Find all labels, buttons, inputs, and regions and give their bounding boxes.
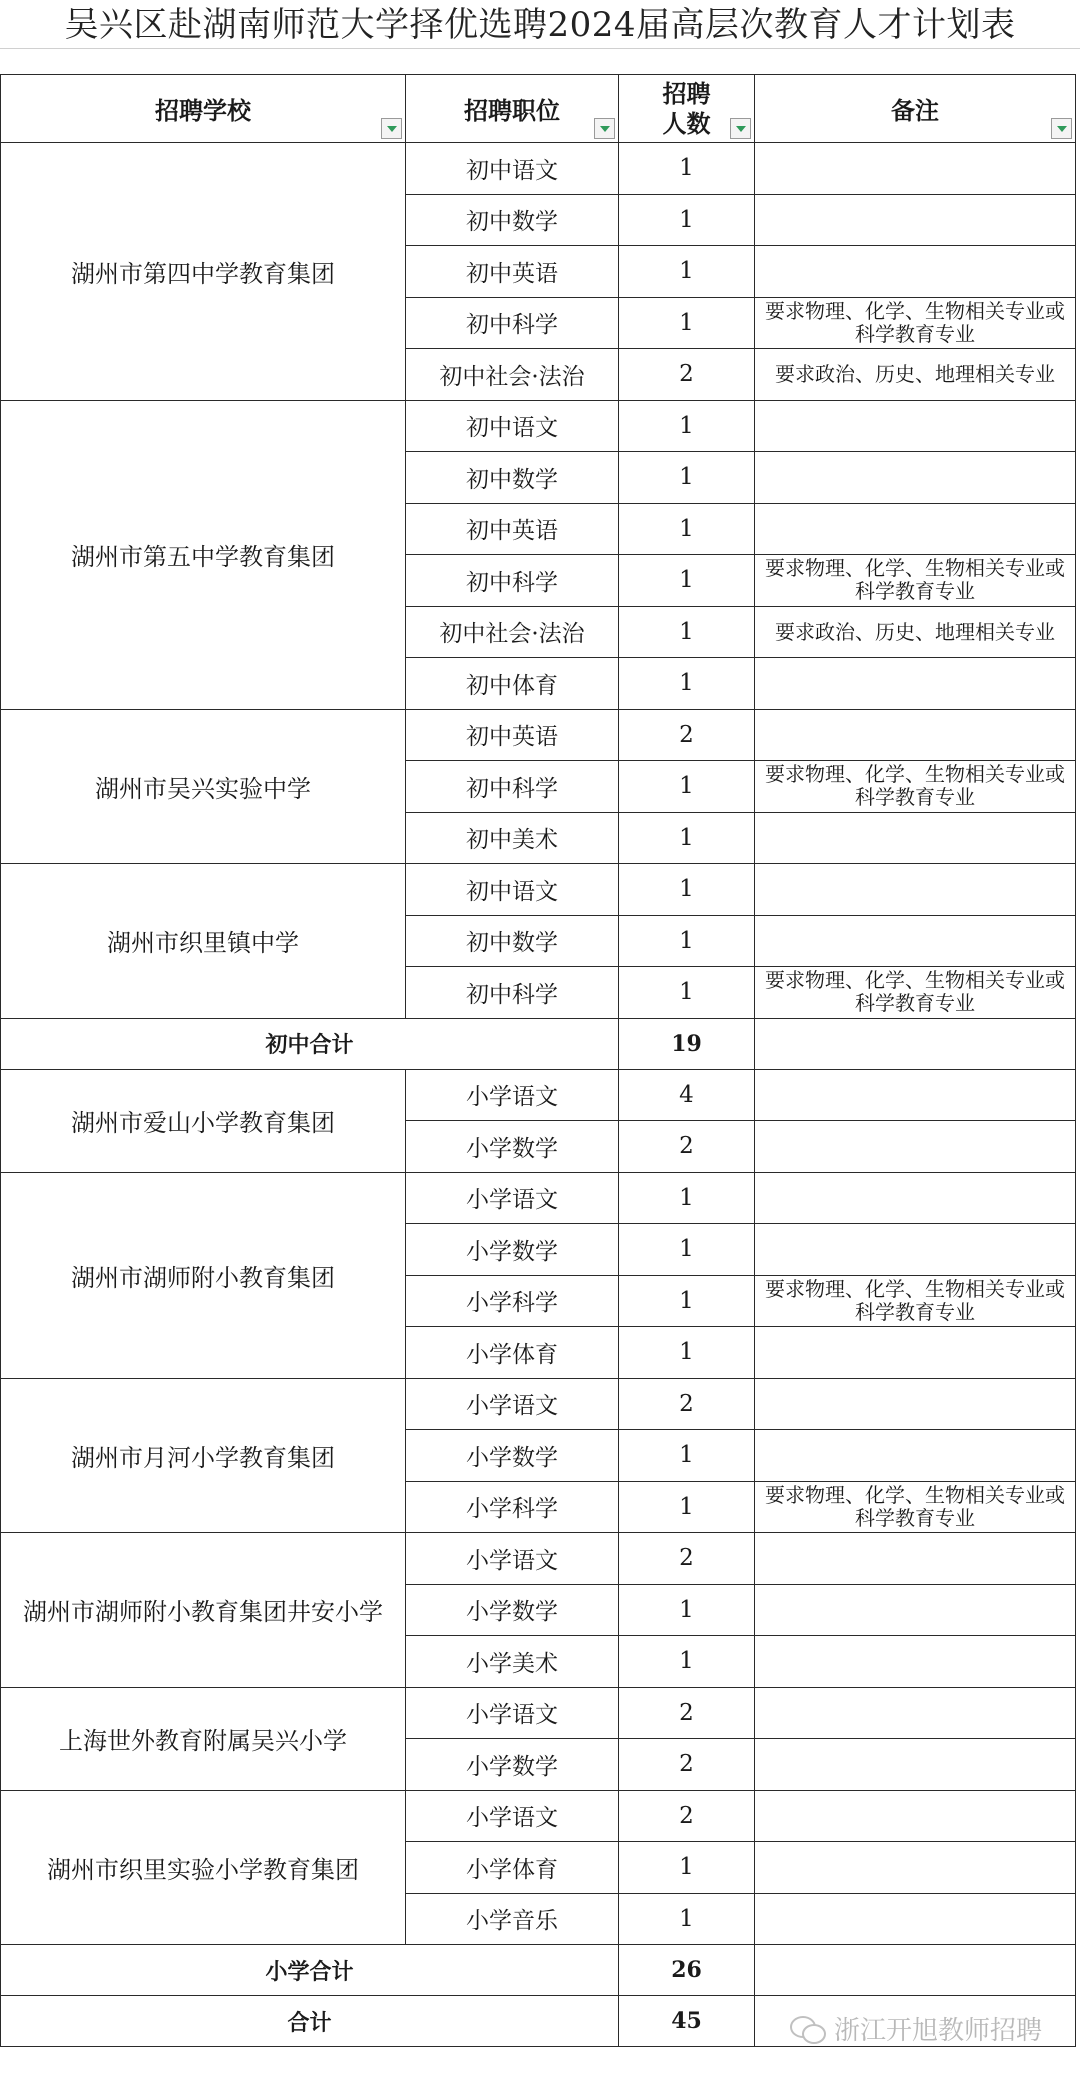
count-cell: 4 [619, 1069, 755, 1121]
note-cell [755, 1893, 1076, 1945]
note-cell [755, 1069, 1076, 1121]
count-cell: 1 [619, 812, 755, 864]
position-cell: 小学语文 [406, 1790, 619, 1842]
note-cell [755, 1327, 1076, 1379]
count-cell: 1 [619, 1893, 755, 1945]
note-cell [755, 1430, 1076, 1482]
count-cell: 1 [619, 864, 755, 916]
position-cell: 初中数学 [406, 915, 619, 967]
header-position [406, 75, 619, 143]
note-cell [755, 452, 1076, 504]
count-cell: 1 [619, 503, 755, 555]
watermark [790, 2008, 1042, 2048]
count-cell: 1 [619, 555, 755, 607]
count-cell: 1 [619, 143, 755, 195]
count-cell: 1 [619, 606, 755, 658]
position-cell: 初中英语 [406, 246, 619, 298]
watermark-text: 浙江开旭教师招聘 [833, 2015, 1042, 2046]
position-cell: 初中科学 [406, 297, 619, 349]
header-row [1, 75, 1076, 143]
note-cell: 要求政治、历史、地理相关专业 [755, 606, 1076, 658]
header-count-line1: 招聘 [662, 78, 711, 108]
note-cell [755, 400, 1076, 452]
header-school [1, 75, 406, 143]
filter-dropdown-icon[interactable] [1051, 118, 1072, 139]
subtotal-count: 26 [619, 1945, 755, 1996]
note-cell [755, 812, 1076, 864]
note-cell [755, 194, 1076, 246]
note-cell: 要求物理、化学、生物相关专业或科学教育专业 [755, 1481, 1076, 1533]
count-cell: 2 [619, 349, 755, 401]
count-cell: 1 [619, 1224, 755, 1276]
subtotal-count: 45 [619, 1996, 755, 2047]
subtotal-label: 合计 [1, 1996, 619, 2047]
school-name-cell: 湖州市湖师附小教育集团 [1, 1172, 406, 1378]
note-cell [755, 1533, 1076, 1585]
filter-dropdown-icon[interactable] [730, 118, 751, 139]
position-cell: 小学数学 [406, 1430, 619, 1482]
position-cell: 小学音乐 [406, 1893, 619, 1945]
table-row [1, 709, 1076, 761]
school-name-cell: 湖州市湖师附小教育集团井安小学 [1, 1533, 406, 1688]
count-cell: 2 [619, 1533, 755, 1585]
school-name-cell: 湖州市第四中学教育集团 [1, 143, 406, 401]
subtotal-label: 小学合计 [1, 1945, 619, 1996]
count-cell: 2 [619, 709, 755, 761]
count-cell: 2 [619, 1739, 755, 1791]
subtotal-label: 初中合计 [1, 1018, 619, 1069]
table-row [1, 1378, 1076, 1430]
count-cell: 1 [619, 246, 755, 298]
count-cell: 1 [619, 1275, 755, 1327]
note-cell [755, 1790, 1076, 1842]
count-cell: 2 [619, 1790, 755, 1842]
count-cell: 2 [619, 1121, 755, 1173]
note-cell [755, 1378, 1076, 1430]
count-cell: 1 [619, 658, 755, 710]
wechat-icon [790, 2014, 826, 2042]
table-row [1, 864, 1076, 916]
subtotal-note [755, 1018, 1076, 1069]
table-row [1, 400, 1076, 452]
count-cell: 1 [619, 967, 755, 1019]
note-cell [755, 503, 1076, 555]
position-cell: 小学数学 [406, 1121, 619, 1173]
position-cell: 小学体育 [406, 1327, 619, 1379]
position-cell: 小学数学 [406, 1739, 619, 1791]
school-name-cell: 湖州市第五中学教育集团 [1, 400, 406, 709]
note-cell: 要求物理、化学、生物相关专业或科学教育专业 [755, 297, 1076, 349]
note-cell [755, 709, 1076, 761]
position-cell: 初中英语 [406, 503, 619, 555]
count-cell: 1 [619, 297, 755, 349]
note-cell [755, 1739, 1076, 1791]
position-cell: 初中社会·法治 [406, 349, 619, 401]
count-cell: 1 [619, 1584, 755, 1636]
note-cell: 要求物理、化学、生物相关专业或科学教育专业 [755, 555, 1076, 607]
school-name-cell: 上海世外教育附属吴兴小学 [1, 1687, 406, 1790]
header-position-label: 招聘职位 [464, 96, 560, 125]
count-cell: 1 [619, 194, 755, 246]
header-note-label: 备注 [891, 96, 939, 125]
count-cell: 1 [619, 761, 755, 813]
school-name-cell: 湖州市吴兴实验中学 [1, 709, 406, 864]
recruitment-table [0, 74, 1076, 2047]
position-cell: 初中科学 [406, 761, 619, 813]
note-cell [755, 658, 1076, 710]
subtotal-row [1, 1945, 1076, 1996]
school-name-cell: 湖州市织里实验小学教育集团 [1, 1790, 406, 1945]
spacer-row [0, 48, 1080, 75]
count-cell: 1 [619, 1430, 755, 1482]
table-body [1, 143, 1076, 2047]
note-cell: 要求物理、化学、生物相关专业或科学教育专业 [755, 967, 1076, 1019]
count-cell: 1 [619, 400, 755, 452]
table-row [1, 1533, 1076, 1585]
position-cell: 小学语文 [406, 1378, 619, 1430]
note-cell [755, 915, 1076, 967]
count-cell: 1 [619, 1481, 755, 1533]
school-name-cell: 湖州市爱山小学教育集团 [1, 1069, 406, 1172]
page-title: 吴兴区赴湖南师范大学择优选聘2024届高层次教育人才计划表 [64, 5, 1016, 45]
count-cell: 1 [619, 1172, 755, 1224]
table-row [1, 1172, 1076, 1224]
position-cell: 初中语文 [406, 143, 619, 195]
position-cell: 小学语文 [406, 1069, 619, 1121]
position-cell: 初中科学 [406, 555, 619, 607]
table-row [1, 143, 1076, 195]
position-cell: 小学数学 [406, 1584, 619, 1636]
position-cell: 初中科学 [406, 967, 619, 1019]
note-cell: 要求物理、化学、生物相关专业或科学教育专业 [755, 761, 1076, 813]
note-cell [755, 1636, 1076, 1688]
note-cell [755, 246, 1076, 298]
filter-dropdown-icon[interactable] [594, 118, 615, 139]
position-cell: 小学语文 [406, 1533, 619, 1585]
position-cell: 初中英语 [406, 709, 619, 761]
count-cell: 2 [619, 1378, 755, 1430]
count-cell: 1 [619, 452, 755, 504]
position-cell: 小学语文 [406, 1687, 619, 1739]
filter-dropdown-icon[interactable] [381, 118, 402, 139]
position-cell: 初中语文 [406, 864, 619, 916]
count-cell: 1 [619, 915, 755, 967]
subtotal-count: 19 [619, 1018, 755, 1069]
count-cell: 2 [619, 1687, 755, 1739]
note-cell: 要求物理、化学、生物相关专业或科学教育专业 [755, 1275, 1076, 1327]
note-cell [755, 1584, 1076, 1636]
table-row [1, 1069, 1076, 1121]
school-name-cell: 湖州市月河小学教育集团 [1, 1378, 406, 1533]
position-cell: 小学美术 [406, 1636, 619, 1688]
note-cell [755, 1842, 1076, 1894]
school-name-cell: 湖州市织里镇中学 [1, 864, 406, 1019]
note-cell [755, 1121, 1076, 1173]
header-school-label: 招聘学校 [155, 96, 251, 125]
position-cell: 小学科学 [406, 1481, 619, 1533]
table-row [1, 1687, 1076, 1739]
position-cell: 初中数学 [406, 194, 619, 246]
note-cell [755, 864, 1076, 916]
count-cell: 1 [619, 1327, 755, 1379]
note-cell [755, 1224, 1076, 1276]
table-row [1, 1790, 1076, 1842]
position-cell: 初中体育 [406, 658, 619, 710]
header-note [755, 75, 1076, 143]
count-cell: 1 [619, 1842, 755, 1894]
note-cell: 要求政治、历史、地理相关专业 [755, 349, 1076, 401]
subtotal-row [1, 1018, 1076, 1069]
position-cell: 小学体育 [406, 1842, 619, 1894]
note-cell [755, 1172, 1076, 1224]
position-cell: 小学科学 [406, 1275, 619, 1327]
header-count-line2: 人数 [662, 108, 711, 138]
position-cell: 小学数学 [406, 1224, 619, 1276]
position-cell: 小学语文 [406, 1172, 619, 1224]
count-cell: 1 [619, 1636, 755, 1688]
subtotal-note [755, 1945, 1076, 1996]
note-cell [755, 143, 1076, 195]
position-cell: 初中语文 [406, 400, 619, 452]
header-count [619, 75, 755, 143]
note-cell [755, 1687, 1076, 1739]
position-cell: 初中数学 [406, 452, 619, 504]
position-cell: 初中社会·法治 [406, 606, 619, 658]
position-cell: 初中美术 [406, 812, 619, 864]
